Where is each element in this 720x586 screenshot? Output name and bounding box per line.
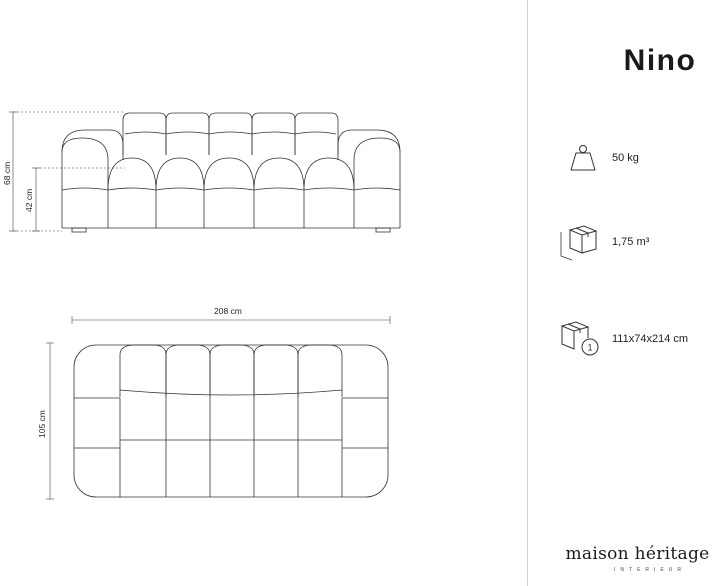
package-count-badge: 1 bbox=[587, 342, 593, 353]
seat-height-label: 42 cm bbox=[24, 188, 34, 212]
weight-value: 50 kg bbox=[612, 152, 639, 164]
brand-subtitle: INTERIEUR bbox=[614, 567, 686, 573]
package-count-icon bbox=[558, 318, 602, 358]
package-size-value: 111x74x214 cm bbox=[612, 333, 689, 345]
volume-box-icon bbox=[558, 222, 602, 262]
sofa-top-view bbox=[74, 345, 388, 497]
sofa-front-view bbox=[62, 113, 400, 232]
weight-icon bbox=[566, 140, 600, 174]
product-title: Nino bbox=[623, 44, 697, 77]
volume-value: 1,75 m³ bbox=[612, 236, 650, 248]
width-label: 208 cm bbox=[214, 306, 242, 316]
depth-label: 105 cm bbox=[37, 410, 47, 438]
brand-logo: maison héritage bbox=[565, 544, 710, 564]
total-height-label: 68 cm bbox=[2, 161, 12, 185]
